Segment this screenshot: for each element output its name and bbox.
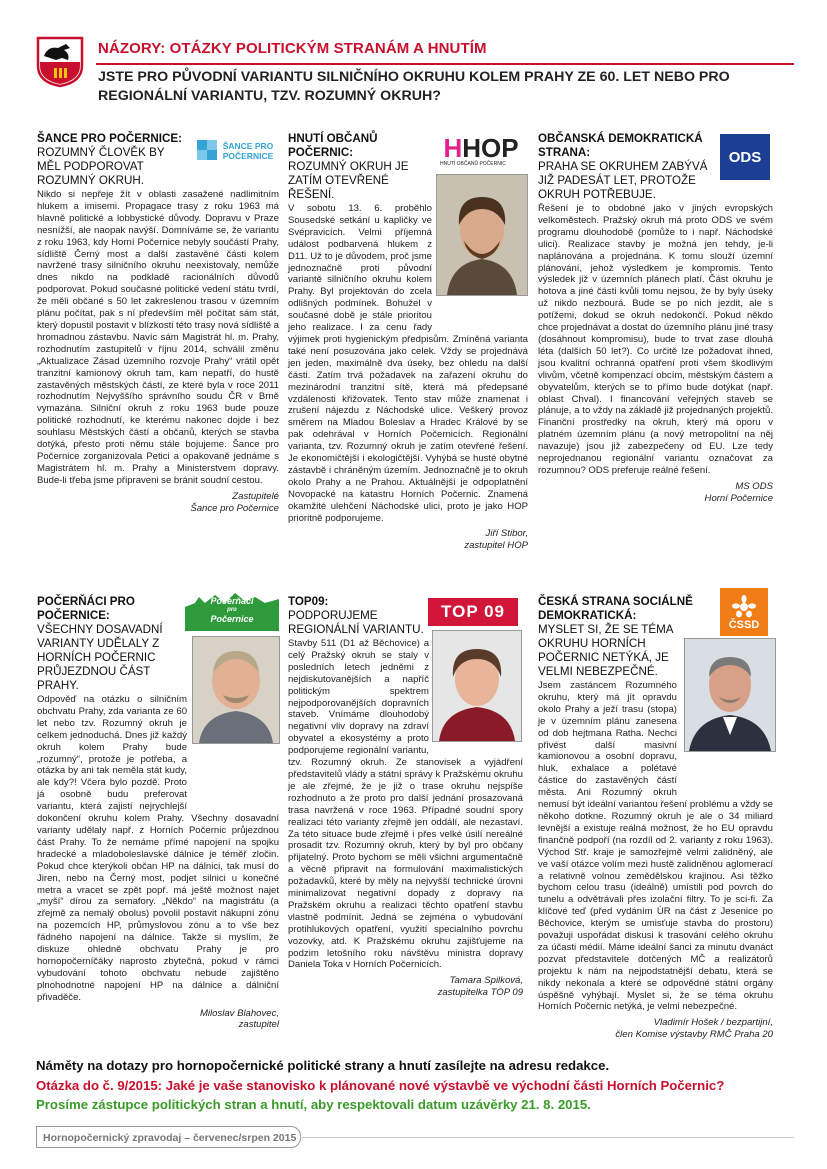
article-signature: MS ODS Horní Počernice <box>704 480 773 504</box>
article-body: Odpověď na otázku o silničním obchvatu Prahy, zda varianta ze 60 let nebo tzv. Rozumný okruh je celkem jednoduchá. Dnes již každý okruh kolem Prahy bude „rozumný“, protože je potřeba, a otázka by ani tak neměla stát kudy, ale kdy?! Včera bylo pozdě. Proto já osobně budu preferovat variantu, která zajistí nejrychlejší dokončení okruhu kolem Prahy. Všechny dosavadní varianty udělaly např. z Horních Počernic průjezdnou část Prahy. To že nemáme přímé napojení na spojku hradecké a mladoboleslavské dálnice je téměř zločin. Pokud chce kterýkoli občan HP na dálnici, tak musí do Jiren, nebo na Černý most, podjet silnici u konečné metra a vracet se zpět popř. má ještě možnost najet „myší“ dírou za semafory. „Někdo“ na magistrátu (a zřejmě za nemalý obolus) povolil postavit nákupní zónu na pozemcích HP, průmyslovou zónu a to vše bez řádného napojení na dálnice. Takže si myslím, že diskuze ohledně obchvatu Prahy je pro hornopočerníčáky naprosto zbytečná, pokud v rámci vybudování tohoto obchvatu nebude zajištěno plnohodnotné napojení HP na dálnice a dálniční přivaděče. <box>37 694 279 1003</box>
party-name: OBČANSKÁ DEMOKRATICKÁ STRANA: <box>538 132 703 159</box>
portrait-photo <box>684 638 776 752</box>
party-name: POČERŇÁCI PRO POČERNICE: <box>37 595 135 622</box>
article-headline: PRAHA SE OKRUHEM ZABÝVÁ JIŽ PADESÁT LET, PROTOŽE OKRUH POTŘEBUJE. <box>538 160 708 201</box>
top09-logo: TOP 09 <box>428 598 518 626</box>
article-body: V sobotu 13. 6. proběhlo Sousedské setkání u kapličky ve Svépravicích. Velmi příjemná událost podbarvená hlukem z D11. Už to je důvodem, proč jsme jednoznačně proti původní variantě silničního okruhu kolem Prahy. Byl projektován do zcela odlišných podmínek. Bohužel v současné době je stále prioritou jeho realizace. I za cenu řady výjimek proti hygienickým předpisům. Zmíněná varianta také není posuzována jako celek. Vždy se projednává jen jeden, maximálně dva úseky, bez ohledu na další části. Zatím trvá požadavek na zařazení okruhu do mezinárodní tranzitní sítě, která má předepsané vzdálenosti křižovatek. Tento stav může znamenat i zrušení nájezdu z Náchodské ulice. Veškerý provoz směrem na Mladou Boleslav a Hradec Králové by se pak odehrával v Horních Počernicích. Regionální varianta, tzv. Rozumný okruh je zatím otevřené řešení. Je ekonomičtější i ekologičtější. Vyhýbá se husté obytné zástavbě i chráněným územím. Jednoznačně je to okruh okolo Prahy a ne Prahou. Aktuálnější je odpoplatnění Novopacké na katastru Horních Počernic. Znamená okamžité ulehčení Náchodské ulici, proto je jako HOP prioritně podporujeme. <box>288 203 528 524</box>
footer-rule <box>300 1137 794 1138</box>
article-body: Stavby 511 (D1 až Běchovice) a celý Pražský okruh se staly v posledních letech jedněmi z nejdiskutovanějších a napříč politickým spektrem nejpodporovanějších dopravních staveb. Vnímáme dlouhodobý negativní vliv dopravy na zdraví obyvatel a ekosystémy a proto podporujeme regionální variantu, tzv. Rozumný okruh. Ze stanovisek a vyjádření představitelů vlády a státní správy k Pražskému okruhu je ale zřejmé, že je již o trase okruhu nejspíše rozhodnuto a že proto pro další jednání prosazovaná trasa navržená v roce 1963. Případné soudní spory realizaci této varianty zřejmě jen oddálí, ale nezastaví. Za této situace bude zřejmě i přes velké úsilí nereálné prosadit tzv. Rozumný okruh, který by byl pro občany přijatelný. Proto bychom se měli všichni argumentačně a věcně připravit na formulování maximalistických požadavků, které by měly na nejvyšší technické úrovni minimalizovat negativní dopady z dopravy na Pražském okruhu a realizaci těchto opatření stavbu vlastně podmínit. Jedná se zejména o vybudování protihlukových opatření, využití specialního povrchu vozovky, atd. K Pražskému okruhu zajišťujeme na podzim letošního roku návštěvu ministra dopravy Daniela Toka v Horních Počernicích. <box>288 638 523 971</box>
article-signature: Vladimír Hošek / bezpartijní, člen Komise výstavby RMČ Praha 20 <box>615 1017 773 1041</box>
article-signature: Tamara Spilková, zastupitelka TOP 09 <box>437 975 523 999</box>
article-ods <box>538 132 773 505</box>
article-headline: MYSLET SI, ŽE SE TÉMA OKRUHU HORNÍCH POČERNIC NETÝKÁ, JE VELMI NEBEZPEČNÉ. <box>538 623 673 678</box>
article-body: Řešení je to obdobné jako v jiných evropských velkoměstech. Pražský okruh má proto ODS ve svém programu dlouhodobě (pomůže to i např. Náchodské ulici). Realizace stavby je možná jen tehdy, je-li naplánována a projednána. K tomu slouží územní plánování, jehož výsledkem je kompromis. Tento výsledek již v územních plánech platí. Část okruhu je hotova a jiné části kvůli tomu nejsou, že by byly úseky už nikdo nezbourá. Bude se po nich jezdit, ale s potížemi, dokud se okruh nedokončí. Pokud někdo chce projednávat a dostat do územního plánu jiné trasy (dosáhnout kompromisu), bude to trvat zase dlouhá léta (dalších 50 let?). Co určitě lze požadovat ihned, jsou kvalitní ochranná opatření proti všem škodlivým vlivům, včetně kompenzací obcím, městským částem a obyvatelům, kterých se to přímo bude dotýkat (např. oblast Chval). I financování veřejných staveb se plánuje, a to vždy na základě již projednaných projektů. Finanční prostředky na okruh, který má oporu v platném územním plánu (a nový metropolitní na něj navazuje) jsou již zabezpečeny od EU. Lze tedy neprojednanou regionální variantu označovat za rozumnou? ODS preferuje reálné řešení. <box>538 203 773 476</box>
hop-logo-subtitle: HNUTÍ OBČANŮ POČERNIC <box>440 161 506 167</box>
article-signature: Miloslav Blahovec, zastupitel <box>199 1007 279 1031</box>
main-question: JSTE PRO PŮVODNÍ VARIANTU SILNIČNÍHO OKRUHU KOLEM PRAHY ZE 60. LET NEBO PRO REGIONÁLNÍ VARIANTU, TZV. ROZUMNÝ OKRUH? <box>98 69 730 104</box>
article-headline: ROZUMNÝ ČLOVĚK BY MĚL PODPOROVAT ROZUMNÝ OKRUH. <box>37 146 165 187</box>
party-name: TOP09: <box>288 595 329 608</box>
pp-logo: Počerňáci pro Počernice <box>185 589 279 631</box>
party-name: ŠANCE PRO POČERNICE: <box>37 132 182 145</box>
journal-name: Hornopočernický zpravodaj – červenec/srpen 2015 <box>36 1126 301 1148</box>
article-signature: Jiří Stibor, zastupitel HOP <box>464 528 528 552</box>
article-spp <box>37 132 279 514</box>
portrait-photo <box>192 636 280 744</box>
cssd-logo: ČSSD <box>720 588 768 636</box>
footer-note: Náměty na dotazy pro hornopočernické politické strany a hnutí zasílejte na adresu redakce. <box>36 1058 610 1073</box>
article-body: Nikdo si nepřeje žít v oblasti zasažené nadlimitním hlukem a imisemi. Propagace trasy z roku 1963 má hlavně politické a lobbystické důvody. Dopravu v Praze nesnížší, ale naopak navýší. Domníváme se, že variantu z roku 1963, kdy Horní Počernice nebyly součástí Prahy, sídliště Černý most a další zastavěné části kolem navržené trasy silničního okruhu neexistovaly, nemůže dnes nikdo na podkladě racionálních důvodů podporovat. Pokud současné politické vedení státu tvrdí, že měli občané s 50 let zakreslenou trasou v územním plánu počítat, pak s ní především měl počítat sám stát, který dopustil postavit v blízkosti této trasy nová sídliště a hromadnou zástavbu. Navíc sám Magistrát hl. m. Prahy, rozhodnutím zastupitelů v říjnu 2014, schválil změnu „Aktualizace Zásad územního rozvoje Prahy“ vrátil opět tranzitní kamionový okruh tam, kam nepatří, do hustě zastavěných městských částí, ze které byla v roce 2011 rozhodnutím Nejvyššího správního soudu ČR v Brně vymazána. Silniční okruh z roku 1963 bude pouze politické rozhodnutí, ke kterému nakonec dojde i bez souhlasu Městských částí a občanů, kterých se stavba dotýká, přesto proti němu stále bojujeme. Šance pro Počernice zorganizovala Petici a opakovaně jednáme s Magistrátem hl. m. Prahy a Ministerstvem dopravy. Bude-li třeba jsme připraveni se bránit soudní cestou. <box>37 189 279 486</box>
section-category: NÁZORY: OTÁZKY POLITICKÝM STRANÁM A HNUTÍM <box>98 40 487 57</box>
party-name: HNUTÍ OBČANŮ POČERNIC: <box>288 132 378 159</box>
ods-logo: ODS <box>720 134 770 180</box>
article-headline: VŠECHNY DOSAVADNÍ VARIANTY UDĚLALY Z HORNÍCH POČERNIC PRŮJEZDNOU ČÁST PRAHY. <box>37 623 163 692</box>
article-body: Jsem zastáncem Rozumného okruhu, který má jít opravdu okolo Prahy a ježí trasu (stopa) je v územním plánu zanesena od dob hejtmana Ratha. Nechci přivést další masivní kamionovou a osobní dopravu, hluk, exhalace a polétavé částice do zastavěných částí města. Ani Rozumný okruh nemusí být ideální variantou řešení problému a vždy se někoho dotkne. Rozumný okruh je ale o 34 miliard levnější a existuje reálná možnost, že ho EU opravdu finančně podpoří (na rozdíl od 2. varianty z roku 1963). Východ Stř. kraje je samozřejmě velmi zalidněný, ale ve vaší otázce volím mezi hustě zalidněnou aglomerací a relativně volnou zemědělskou krajinou. Asi těžko bychom celou trasu (ideálně) umístili pod povrch do tunelu a odvětrávali přes izolační filtry. To je sci-fi. Za klíčové teď (před vydáním ÚR na část z Jesenice po Běchovice, kterým se umisťuje stavba do prostoru) považuji uspořádat diskusi k trasování celého okruhu za účasti médií. Máme ideální šanci za minutu dvanáct pozvat představitele dotčených MČ a realizátorů projektu k nám na nejpodstatnější debatu, která se nikdy nekonala a které se odpovědné státní orgány úspěšně vyhýbají. Myslet si, že se téma okruhu Horních Počernic netýká, je velmi nebezpečné. <box>538 680 773 1013</box>
hop-logo: H HOP <box>443 132 519 163</box>
deadline-note: Prosíme zástupce politických stran a hnutí, aby respektovali datum uzávěrky 21. 8. 2015. <box>36 1097 591 1112</box>
header-rule <box>96 63 794 65</box>
municipal-crest-icon <box>36 36 84 88</box>
article-headline: ROZUMNÝ OKRUH JE ZATÍM OTEVŘENÉ ŘEŠENÍ. <box>288 160 409 201</box>
portrait-photo <box>432 630 522 742</box>
party-name: ČESKÁ STRANA SOCIÁLNĚ DEMOKRATICKÁ: <box>538 595 693 622</box>
article-headline: PODPORUJEME REGIONÁLNÍ VARIANTU. <box>288 609 424 636</box>
article-signature: Zastupitelé Šance pro Počernice <box>190 490 279 514</box>
next-question: Otázka do č. 9/2015: Jaké je vaše stanovisko k plánované nové výstavbě ve východní části Horních Počernic? <box>36 1078 725 1093</box>
portrait-photo <box>436 174 528 296</box>
spp-logo: ŠANCE PRO POČERNICE <box>190 134 276 168</box>
